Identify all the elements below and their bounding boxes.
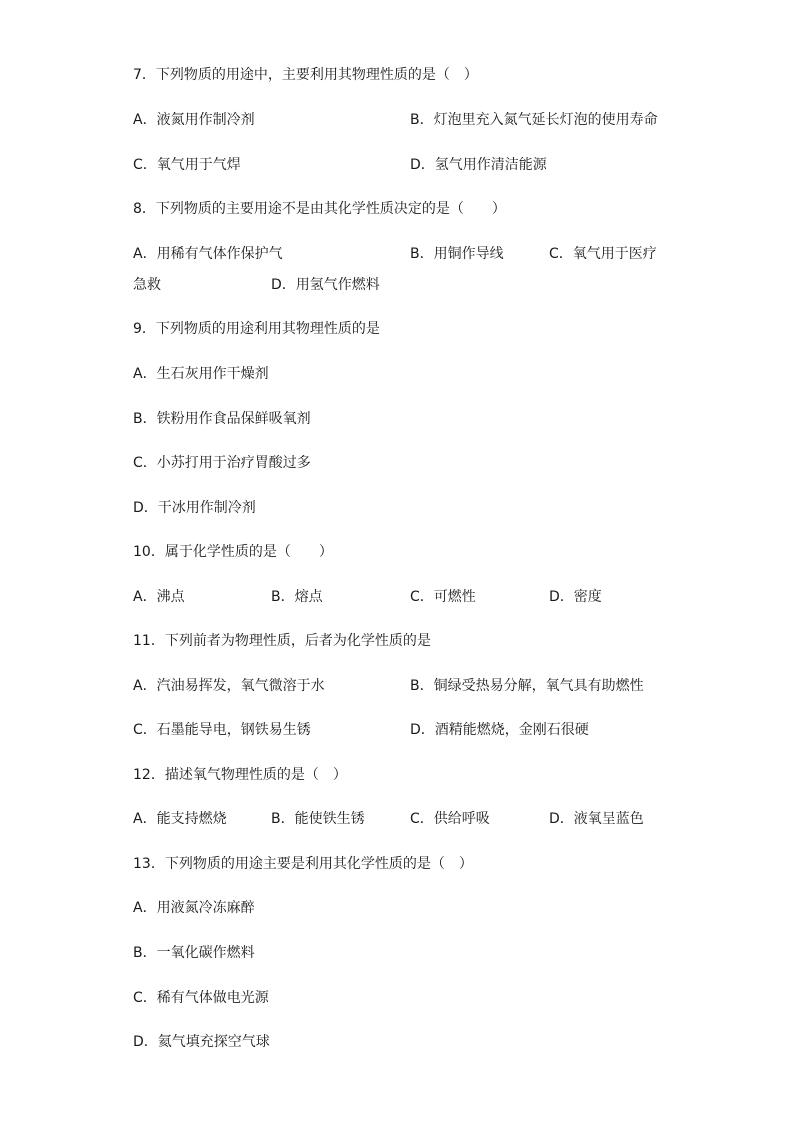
question-13-option-a: A．用液氮冷冻麻醉 — [133, 900, 255, 916]
question-11-option-d: D．酒精能燃烧，金刚石很硬 — [410, 722, 589, 738]
question-7-option-d: D．氢气用作清洁能源 — [410, 157, 547, 173]
question-13-option-b: B．一氧化碳作燃料 — [133, 945, 255, 961]
question-10-option-a: A．沸点 — [133, 589, 185, 605]
question-11-option-c: C．石墨能导电，钢铁易生锈 — [133, 722, 311, 738]
question-7-option-c: C．氧气用于气焊 — [133, 157, 241, 173]
question-12-option-b: B．能使铁生锈 — [271, 811, 365, 827]
question-10-option-b: B．熔点 — [271, 589, 323, 605]
question-8-option-c-continued: 急救 — [133, 277, 161, 293]
question-12-option-a: A．能支持燃烧 — [133, 811, 227, 827]
question-8-option-a: A．用稀有气体作保护气 — [133, 246, 283, 262]
question-8-option-d: D．用氢气作燃料 — [271, 277, 380, 293]
question-11-option-a: A．汽油易挥发，氧气微溶于水 — [133, 678, 325, 694]
question-8-stem: 8．下列物质的主要用途不是由其化学性质决定的是（ ） — [133, 201, 506, 217]
question-9-option-a: A．生石灰用作干燥剂 — [133, 366, 269, 382]
question-11-stem: 11．下列前者为物理性质，后者为化学性质的是 — [133, 633, 431, 649]
question-7-option-b: B．灯泡里充入氮气延长灯泡的使用寿命 — [410, 112, 658, 128]
question-10-option-c: C．可燃性 — [410, 589, 476, 605]
question-13-option-d: D．氦气填充探空气球 — [133, 1034, 270, 1050]
question-8-option-b: B．用铜作导线 — [410, 246, 504, 262]
question-7-option-a: A．液氮用作制冷剂 — [133, 112, 255, 128]
question-7-stem: 7．下列物质的用途中，主要利用其物理性质的是（ ） — [133, 67, 478, 83]
question-8-option-c: C．氧气用于医疗 — [549, 246, 657, 262]
question-11-option-b: B．铜绿受热易分解，氧气具有助燃性 — [410, 678, 644, 694]
question-9-option-b: B．铁粉用作食品保鲜吸氧剂 — [133, 411, 311, 427]
question-9-option-c: C．小苏打用于治疗胃酸过多 — [133, 455, 311, 471]
question-12-option-c: C．供给呼吸 — [410, 811, 490, 827]
question-13-stem: 13．下列物质的用途主要是利用其化学性质的是（ ） — [133, 856, 473, 872]
question-10-stem: 10．属于化学性质的是（ ） — [133, 544, 333, 560]
question-9-option-d: D．干冰用作制冷剂 — [133, 500, 256, 516]
question-10-option-d: D．密度 — [549, 589, 602, 605]
question-12-option-d: D．液氧呈蓝色 — [549, 811, 644, 827]
question-13-option-c: C．稀有气体做电光源 — [133, 990, 269, 1006]
question-9-stem: 9．下列物质的用途利用其物理性质的是 — [133, 321, 380, 337]
question-12-stem: 12．描述氧气物理性质的是（ ） — [133, 767, 347, 783]
